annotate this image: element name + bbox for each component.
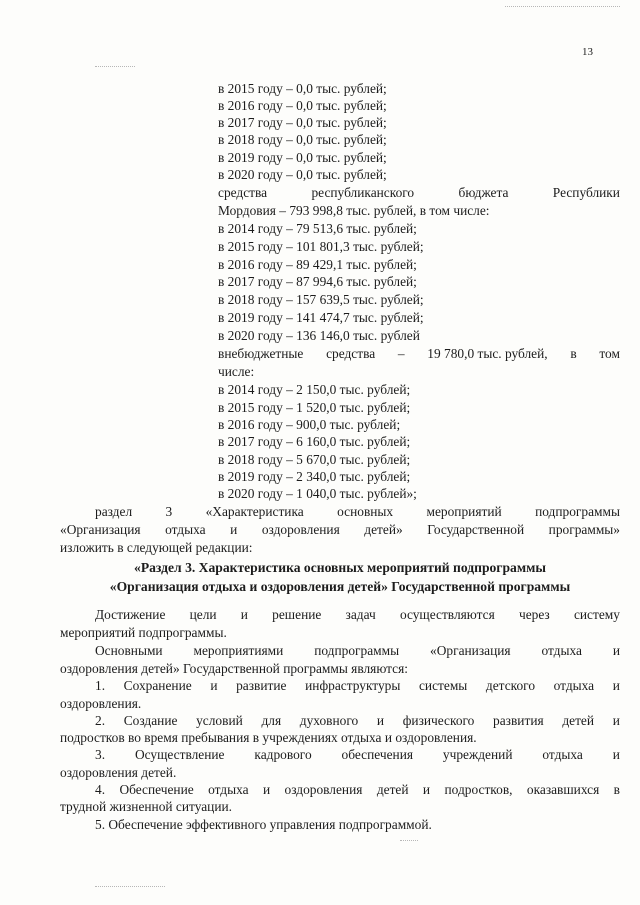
- word: Осуществление: [134, 747, 225, 762]
- word: детей: [376, 782, 409, 797]
- word: раздел: [95, 504, 133, 519]
- word: и: [612, 678, 620, 693]
- word: «Организация: [430, 643, 511, 658]
- budget-line: в 2019 году – 0,0 тыс. рублей;: [218, 150, 387, 165]
- word: систему: [573, 607, 620, 622]
- paragraph-1-line-1: [95, 606, 620, 623]
- word: отдыха: [541, 643, 582, 658]
- word: развития: [493, 713, 544, 728]
- budget-line: в 2015 году – 1 520,0 тыс. рублей;: [218, 400, 411, 415]
- amendment-line-2: [60, 521, 620, 538]
- word: через: [518, 607, 550, 622]
- list-item-5: 5. Обеспечение эффективного управления подпрограммой.: [95, 817, 432, 832]
- word: духовного: [299, 713, 359, 728]
- budget-line: в 2019 году – 141 474,7 тыс. рублей;: [218, 310, 424, 325]
- word: Республики: [552, 185, 620, 200]
- scan-specks: [95, 886, 165, 889]
- amendment-line-1: [95, 503, 620, 520]
- word: бюджета: [458, 185, 509, 200]
- word: отдыха: [542, 747, 583, 762]
- word: физического: [402, 713, 475, 728]
- word: и: [612, 747, 620, 762]
- word: кадрового: [254, 747, 312, 762]
- amendment-line-3: изложить в следующей редакции:: [60, 540, 253, 555]
- word: и: [210, 678, 218, 693]
- list-item-2-line-1: [95, 712, 620, 729]
- word: и: [612, 713, 620, 728]
- word: инфраструктуры: [305, 678, 401, 693]
- budget-line: в 2014 году – 79 513,6 тыс. рублей;: [218, 221, 417, 236]
- word: и: [262, 782, 271, 797]
- word: 4.: [95, 782, 106, 797]
- extrabudgetary-heading: [218, 345, 620, 362]
- word: Создание: [123, 713, 178, 728]
- word: мероприятий: [426, 504, 502, 519]
- list-item-3-line-2: оздоровления детей.: [60, 765, 177, 780]
- word: 1.: [95, 678, 106, 693]
- word: подпрограммы: [314, 643, 400, 658]
- budget-line: в 2018 году – 5 670,0 тыс. рублей;: [218, 452, 411, 467]
- word: детей»: [364, 522, 403, 537]
- paragraph-2-line-1: [95, 642, 620, 659]
- budget-line: в 2014 году – 2 150,0 тыс. рублей;: [218, 382, 411, 397]
- word: средства: [218, 185, 268, 200]
- word: отдыха: [165, 522, 206, 537]
- word: Основными: [95, 643, 163, 658]
- word: внебюджетные: [218, 346, 304, 361]
- republican-budget-heading: [218, 184, 620, 201]
- word: оздоровления: [284, 782, 363, 797]
- word: в: [613, 782, 620, 797]
- word: мероприятиями: [193, 643, 284, 658]
- scan-specks: [95, 66, 135, 69]
- word: программы»: [548, 522, 620, 537]
- word: отдыха: [553, 678, 595, 693]
- word: основных: [337, 504, 394, 519]
- word: 3.: [95, 747, 106, 762]
- word: цели: [189, 607, 217, 622]
- list-item-3-line-1: [95, 746, 620, 763]
- budget-line: в 2017 году – 87 994,6 тыс. рублей;: [218, 274, 417, 289]
- word: детского: [485, 678, 536, 693]
- word: и: [230, 522, 238, 537]
- budget-line: в 2017 году – 6 160,0 тыс. рублей;: [218, 434, 411, 449]
- word: 19 780,0 тыс. рублей,: [427, 346, 548, 361]
- list-item-2-line-2: подростков во время пребывания в учреждениях отдыха и оздоровления.: [60, 730, 477, 745]
- budget-line: в 2016 году – 900,0 тыс. рублей;: [218, 417, 401, 432]
- list-item-4-line-1: [95, 781, 620, 798]
- word: и: [240, 607, 248, 622]
- word: условий: [196, 713, 243, 728]
- list-item-1-line-2: оздоровления.: [60, 696, 142, 711]
- scan-specks: [505, 6, 620, 9]
- word: для: [261, 713, 282, 728]
- word: подпрограммы: [535, 504, 620, 519]
- budget-line: в 2015 году – 101 801,3 тыс. рублей;: [218, 239, 424, 254]
- word: оздоровления: [261, 522, 340, 537]
- word: Достижение: [95, 607, 166, 622]
- section-heading-line-1: «Раздел 3. Характеристика основных мероприятий подпрограммы: [134, 560, 546, 575]
- section-heading-line-2: «Организация отдыха и оздоровления детей» Государственной программы: [109, 579, 571, 594]
- budget-line: в 2020 году – 1 040,0 тыс. рублей»;: [218, 486, 417, 501]
- scan-specks: [400, 840, 418, 843]
- budget-line: в 2018 году – 157 639,5 тыс. рублей;: [218, 292, 424, 307]
- budget-line: в 2017 году – 0,0 тыс. рублей;: [218, 115, 387, 130]
- paragraph-2-line-2: оздоровления детей» Государственной программы являются:: [60, 661, 408, 676]
- budget-line: в 2015 году – 0,0 тыс. рублей;: [218, 81, 387, 96]
- word: развитие: [236, 678, 287, 693]
- word: Государственной: [427, 522, 525, 537]
- word: «Организация: [60, 522, 141, 537]
- republican-budget-total: Мордовия – 793 998,8 тыс. рублей, в том числе:: [218, 203, 490, 218]
- word: оказавшихся: [526, 782, 600, 797]
- page-number: 13: [582, 46, 593, 58]
- word: подростков,: [444, 782, 513, 797]
- budget-line: в 2019 году – 2 340,0 тыс. рублей;: [218, 469, 411, 484]
- word: в: [570, 346, 577, 361]
- word: Обеспечение: [119, 782, 194, 797]
- word: решение: [272, 607, 322, 622]
- word: 3: [165, 504, 173, 519]
- budget-line: в 2020 году – 0,0 тыс. рублей;: [218, 167, 387, 182]
- word: и: [612, 643, 620, 658]
- list-item-4-line-2: трудной жизненной ситуации.: [60, 799, 233, 814]
- word: системы: [418, 678, 468, 693]
- word: и: [376, 713, 385, 728]
- word: отдыха: [208, 782, 249, 797]
- word: том: [599, 346, 620, 361]
- word: средства: [326, 346, 376, 361]
- word: детей: [562, 713, 595, 728]
- word: Сохранение: [123, 678, 192, 693]
- word: обеспечения: [341, 747, 414, 762]
- word: –: [397, 346, 405, 361]
- word: задач: [345, 607, 376, 622]
- extrabudgetary-continuation: числе:: [218, 364, 255, 379]
- list-item-1-line-1: [95, 677, 620, 694]
- budget-line: в 2018 году – 0,0 тыс. рублей;: [218, 132, 387, 147]
- word: осуществляются: [399, 607, 495, 622]
- budget-line: в 2020 году – 136 146,0 тыс. рублей: [218, 328, 420, 343]
- budget-line: в 2016 году – 89 429,1 тыс. рублей;: [218, 257, 417, 272]
- paragraph-1-line-2: мероприятий подпрограммы.: [60, 625, 227, 640]
- word: учреждений: [442, 747, 513, 762]
- word: 2.: [95, 713, 106, 728]
- budget-line: в 2016 году – 0,0 тыс. рублей;: [218, 98, 387, 113]
- word: «Характеристика: [205, 504, 304, 519]
- word: и: [422, 782, 431, 797]
- word: республиканского: [311, 185, 415, 200]
